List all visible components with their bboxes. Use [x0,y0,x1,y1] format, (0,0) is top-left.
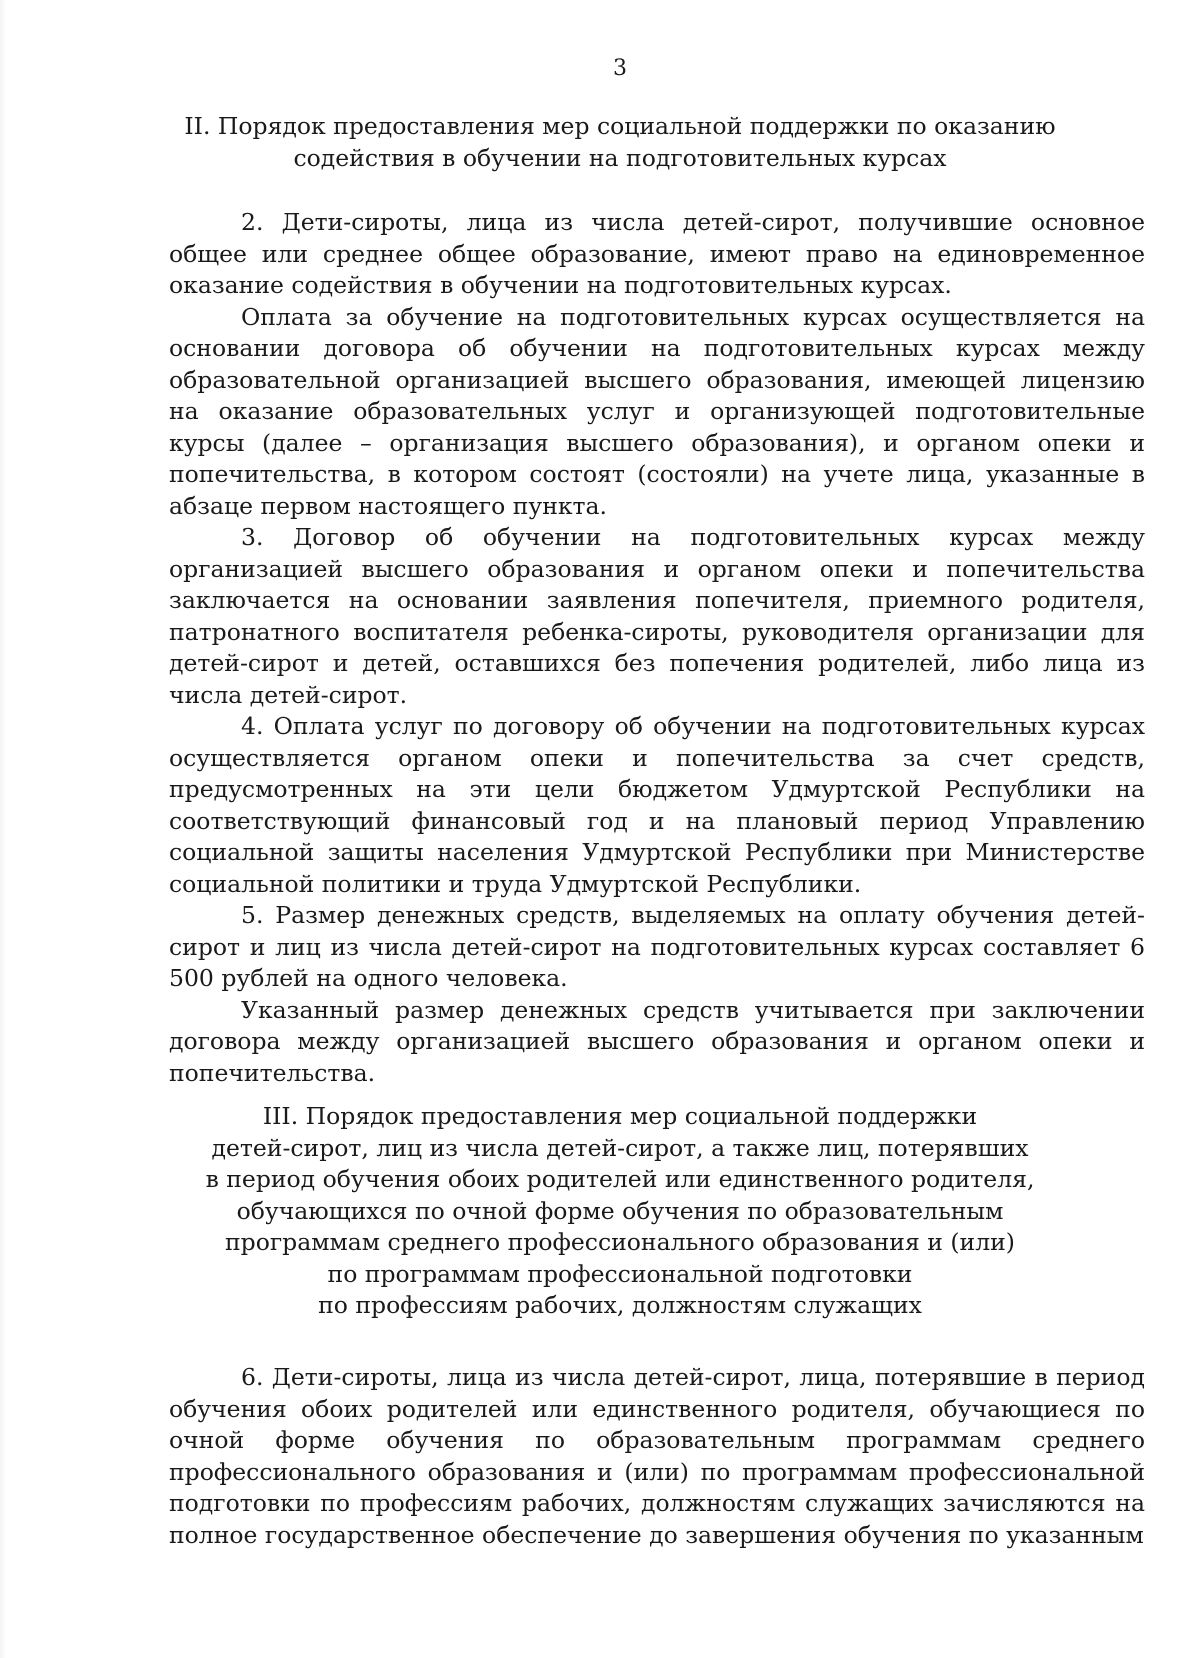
section-3-heading-line: III. Порядок предоставления мер социальной поддержки [262,1102,978,1130]
section-3-heading-line: в период обучения обоих родителей или единственного родителя, [205,1165,1035,1193]
section-2-heading [0,111,1200,174]
paragraph-2: 2. Дети-сироты, лица из числа детей-сирот, получившие основное общее или среднее общее образование, имеют право на единовременное оказание содействия в обучении на подготовительных курсах. [169,208,1145,299]
paragraph-2-continued: Оплата за обучение на подготовительных курсах осуществляется на основании договора об обучении на подготовительных курсах между образовательной организацией высшего образования, имеющей лицензию на оказание образовательных услуг и организующей подготовительные курсы (далее – организация высшего образования), и органом опеки и попечительства, в котором состоят (состояли) на учете лица, указанные в абзаце первом настоящего пункта. [169,302,1145,520]
section-3-heading-line: детей-сирот, лиц из числа детей-сирот, а также лиц, потерявших [211,1133,1029,1162]
section-2-heading-line: содействия в обучении на подготовительных курсах [293,143,947,172]
section-2-heading-line: II. Порядок предоставления мер социальной поддержки по оказанию [184,112,1056,140]
page-number: 3 [613,56,627,81]
paragraph-3: 3. Договор об обучении на подготовительных курсах между организацией высшего образования и органом опеки и попечительства заключается на основании заявления попечителя, приемного родителя, патронатного воспитателя ребенка-сироты, руководителя организации для детей-сирот и детей, оставшихся без попечения родителей, либо лица из числа детей-сирот. [169,523,1145,709]
paragraph-5: 5. Размер денежных средств, выделяемых на оплату обучения детей-сирот и лиц из числа детей-сирот на подготовительных курсах составляет 6 500 рублей на одного человека. [169,901,1145,992]
section-2-body [169,207,1145,1089]
paragraph-6: 6. Дети-сироты, лица из числа детей-сирот, лица, потерявшие в период обучения обоих родителей или единственного родителя, обучающиеся по очной форме обучения по образовательным программам среднего профессионального образования и (или) по программам профессиональной подготовки по профессиям рабочих, должностям служащих зачисляются на полное государственное обеспечение до завершения обучения по указанным [169,1363,1145,1549]
paragraph-5-continued: Указанный размер денежных средств учитывается при заключении договора между организацией высшего образования и органом опеки и попечительства. [169,995,1145,1087]
section-3-heading-line: программам среднего профессионального образования и (или) [225,1228,1015,1256]
section-3-heading [0,1101,1200,1322]
paragraph-4: 4. Оплата услуг по договору об обучении на подготовительных курсах осуществляется органом опеки и попечительства за счет средств, предусмотренных на эти цели бюджетом Удмуртской Республики на соответствующий финансовый год и на плановый период Управлению социальной защиты населения Удмуртской Республики при Министерстве социальной политики и труда Удмуртской Республики. [169,712,1145,898]
section-3-body [169,1362,1145,1551]
section-3-heading-line: по программам профессиональной подготовки [327,1259,913,1288]
section-3-heading-line: обучающихся по очной форме обучения по образовательным [236,1196,1004,1225]
scan-edge-shading [0,0,6,1658]
section-3-heading-line: по профессиям рабочих, должностям служащих [318,1291,922,1319]
